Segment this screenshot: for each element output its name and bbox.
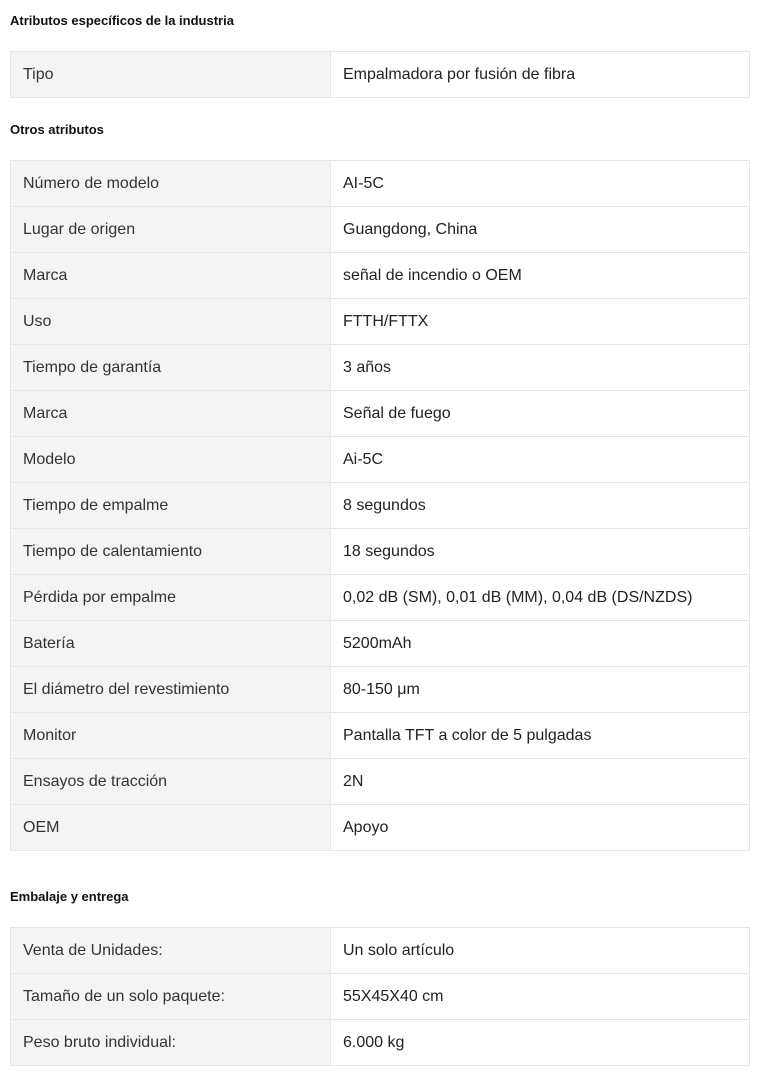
attribute-value: 55X45X40 cm bbox=[331, 974, 750, 1020]
attribute-key: Tipo bbox=[11, 52, 331, 98]
attribute-key: Monitor bbox=[11, 713, 331, 759]
table-row bbox=[11, 52, 750, 98]
table-row bbox=[11, 667, 750, 713]
attribute-value: Apoyo bbox=[331, 805, 750, 851]
attribute-value: 8 segundos bbox=[331, 483, 750, 529]
attribute-key: Marca bbox=[11, 391, 331, 437]
attribute-value: Señal de fuego bbox=[331, 391, 750, 437]
table-row bbox=[11, 299, 750, 345]
attribute-value: 3 años bbox=[331, 345, 750, 391]
table-row bbox=[11, 575, 750, 621]
section-title-other-attributes: Otros atributos bbox=[10, 122, 104, 137]
table-row bbox=[11, 974, 750, 1020]
attribute-value: Ai-5C bbox=[331, 437, 750, 483]
table-row bbox=[11, 621, 750, 667]
attribute-key: Tiempo de garantía bbox=[11, 345, 331, 391]
attribute-value: 0,02 dB (SM), 0,01 dB (MM), 0,04 dB (DS/NZDS) bbox=[331, 575, 750, 621]
attribute-key: Batería bbox=[11, 621, 331, 667]
table-row bbox=[11, 1020, 750, 1066]
attribute-value: FTTH/FTTX bbox=[331, 299, 750, 345]
industry-attributes-table bbox=[10, 51, 750, 98]
table-row bbox=[11, 713, 750, 759]
attribute-value: 80-150 μm bbox=[331, 667, 750, 713]
attribute-value: 6.000 kg bbox=[331, 1020, 750, 1066]
attribute-key: OEM bbox=[11, 805, 331, 851]
attribute-value: Empalmadora por fusión de fibra bbox=[331, 52, 750, 98]
table-row bbox=[11, 437, 750, 483]
section-title-industry-attributes: Atributos específicos de la industria bbox=[10, 13, 234, 28]
attribute-value: 18 segundos bbox=[331, 529, 750, 575]
packaging-delivery-table bbox=[10, 927, 750, 1066]
attribute-key: Modelo bbox=[11, 437, 331, 483]
attribute-value: Guangdong, China bbox=[331, 207, 750, 253]
attribute-key: Uso bbox=[11, 299, 331, 345]
table-row bbox=[11, 483, 750, 529]
table-row bbox=[11, 161, 750, 207]
attribute-key: Número de modelo bbox=[11, 161, 331, 207]
table-row bbox=[11, 805, 750, 851]
table-row bbox=[11, 759, 750, 805]
table-row bbox=[11, 391, 750, 437]
attribute-key: Venta de Unidades: bbox=[11, 928, 331, 974]
table-row bbox=[11, 253, 750, 299]
attribute-value: Pantalla TFT a color de 5 pulgadas bbox=[331, 713, 750, 759]
attribute-key: Tiempo de empalme bbox=[11, 483, 331, 529]
attribute-key: Tamaño de un solo paquete: bbox=[11, 974, 331, 1020]
attribute-value: AI-5C bbox=[331, 161, 750, 207]
attribute-value: Un solo artículo bbox=[331, 928, 750, 974]
table-row bbox=[11, 345, 750, 391]
attribute-key: Lugar de origen bbox=[11, 207, 331, 253]
attribute-value: 2N bbox=[331, 759, 750, 805]
table-row bbox=[11, 928, 750, 974]
attribute-value: señal de incendio o OEM bbox=[331, 253, 750, 299]
attribute-key: Ensayos de tracción bbox=[11, 759, 331, 805]
attribute-value: 5200mAh bbox=[331, 621, 750, 667]
attribute-key: Pérdida por empalme bbox=[11, 575, 331, 621]
table-row bbox=[11, 529, 750, 575]
attribute-key: Peso bruto individual: bbox=[11, 1020, 331, 1066]
attribute-key: Marca bbox=[11, 253, 331, 299]
attribute-key: Tiempo de calentamiento bbox=[11, 529, 331, 575]
section-title-packaging-delivery: Embalaje y entrega bbox=[10, 889, 129, 904]
other-attributes-table bbox=[10, 160, 750, 851]
table-row bbox=[11, 207, 750, 253]
attribute-key: El diámetro del revestimiento bbox=[11, 667, 331, 713]
